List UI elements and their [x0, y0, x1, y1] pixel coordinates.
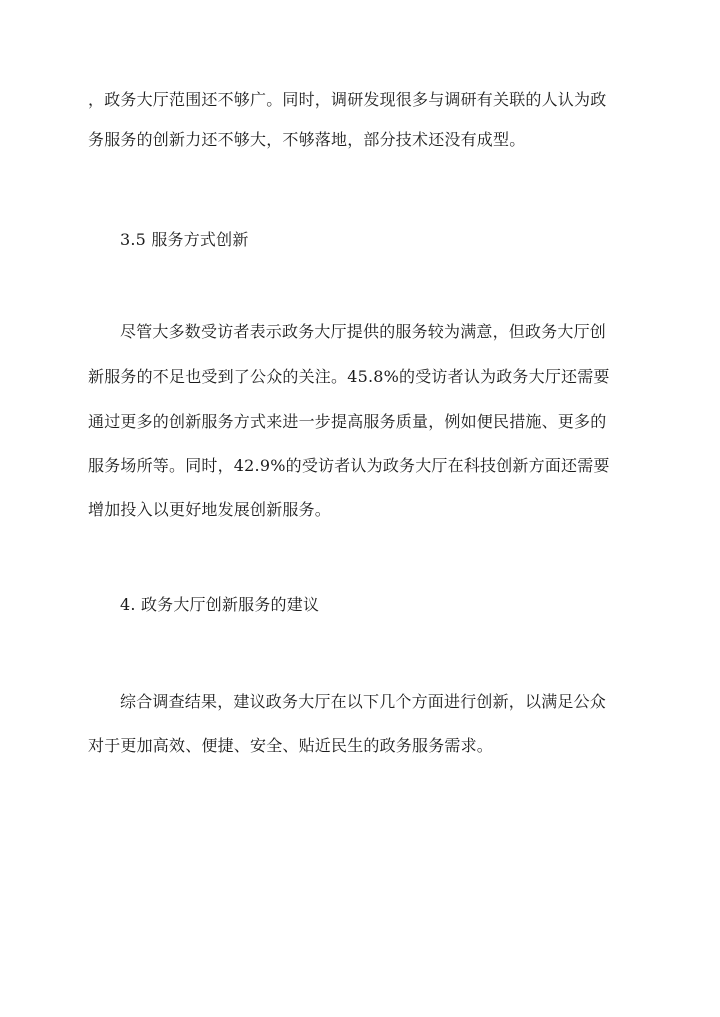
paragraph-2-line-1: 尽管大多数受访者表示政务大厅提供的服务较为满意，但政务大厅创 [120, 322, 607, 341]
paragraph-1-line-1: ，政务大厅范围还不够广。同时，调研发现很多与调研有关联的人认为政 [88, 90, 607, 109]
section-heading-4: 4. 政务大厅创新服务的建议 [120, 595, 320, 614]
paragraph-1-line-2: 务服务的创新力还不够大，不够落地，部分技术还没有成型。 [88, 130, 526, 149]
section-heading-3-5: 3.5 服务方式创新 [120, 230, 249, 249]
paragraph-2-line-3: 通过更多的创新服务方式来进一步提高服务质量，例如便民措施、更多的 [88, 412, 607, 431]
paragraph-3-line-2: 对于更加高效、便捷、安全、贴近民生的政务服务需求。 [88, 736, 494, 755]
paragraph-2-line-2: 新服务的不足也受到了公众的关注。45.8%的受访者认为政务大厅还需要 [88, 367, 610, 386]
paragraph-2-line-5: 增加投入以更好地发展创新服务。 [88, 500, 332, 519]
paragraph-2-line-4: 服务场所等。同时，42.9%的受访者认为政务大厅在科技创新方面还需要 [88, 456, 610, 475]
paragraph-3-line-1: 综合调查结果，建议政务大厅在以下几个方面进行创新，以满足公众 [120, 692, 607, 711]
